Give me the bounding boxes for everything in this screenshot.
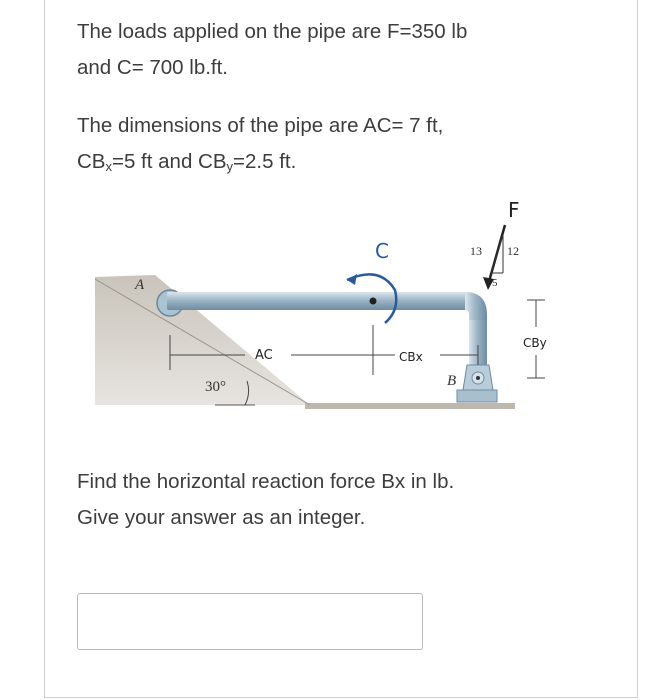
dim-ac-label: AC — [255, 348, 273, 363]
loads-line-2: and C= 700 lb.ft. — [77, 56, 229, 79]
slope-label-12: 12 — [507, 244, 519, 258]
cb-text: CB — [77, 150, 106, 173]
point-a-label: A — [135, 277, 145, 293]
point-b-label: B — [447, 373, 457, 389]
support-b-pin-center — [476, 376, 480, 380]
problem-question-text — [77, 464, 597, 536]
angle-label: 30° — [205, 379, 226, 395]
loads-line-1: The loads applied on the pipe are F=350 lb — [77, 20, 468, 43]
dimensions-line-2 — [77, 144, 597, 180]
moment-c-arrowhead — [347, 274, 357, 285]
slope-label-13: 13 — [470, 244, 482, 258]
question-line-2: Give your answer as an integer. — [77, 506, 366, 529]
dimensions-line-1: The dimensions of the pipe are AC= 7 ft, — [77, 114, 444, 137]
problem-dimensions-text — [77, 108, 597, 180]
slope-label-5: 5 — [492, 277, 498, 289]
cb-x-subscript: x — [105, 159, 112, 174]
pipe-diagram — [95, 195, 585, 435]
support-b-base — [457, 390, 497, 402]
dims-mid-text: =5 ft and CB — [111, 150, 227, 173]
dim-cby-label: CBy — [523, 336, 547, 350]
question-line-1: Find the horizontal reaction force Bx in lb. — [77, 470, 455, 493]
dims-end-text: =2.5 ft. — [233, 150, 297, 173]
point-c-dot — [370, 298, 377, 305]
force-f-label: F — [508, 198, 520, 222]
slope-tri-hyp — [491, 235, 503, 273]
moment-c-label: C — [375, 239, 389, 263]
cb-y-subscript: y — [226, 159, 234, 174]
problem-loads-text — [77, 14, 597, 86]
answer-input[interactable] — [77, 593, 423, 650]
pipe-horizontal — [167, 292, 467, 310]
flat-ground — [305, 403, 515, 409]
dim-cbx-label: CBx — [399, 350, 423, 364]
